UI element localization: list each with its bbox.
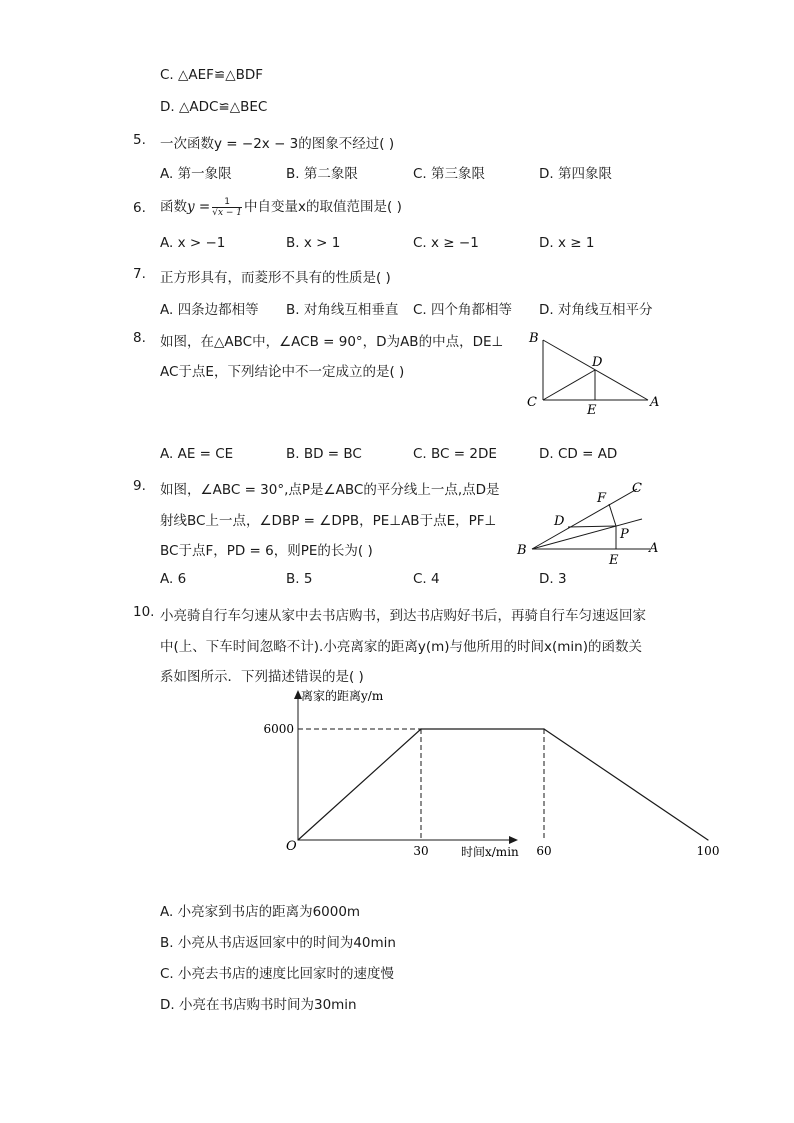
q10-chart	[260, 682, 720, 864]
q6-stem-after: 中自变量x的取值范围是( )	[244, 199, 402, 215]
q8-label-e: E	[587, 403, 597, 418]
q8-option-b: B. BD = BC	[286, 446, 362, 462]
q8-label-a: A	[650, 395, 660, 410]
q9-label-p: P	[620, 527, 629, 542]
q7-option-c: C. 四个角都相等	[413, 302, 513, 318]
data-point	[420, 728, 421, 729]
q7-option-d: D. 对角线互相平分	[539, 302, 653, 318]
q10-stem-line3: 系如图所示．下列描述错误的是( )	[160, 669, 364, 685]
origin-label: O	[286, 839, 297, 854]
y-tick-label: 6000	[263, 722, 294, 736]
q10-stem-line1: 小亮骑自行车匀速从家中去书店购书，到达书店购好书后，再骑自行车匀速返回家	[160, 608, 646, 624]
data-point	[297, 839, 298, 840]
q6-frac-num: 1	[224, 196, 230, 207]
q5-option-d: D. 第四象限	[539, 166, 612, 182]
q8-label-c: C	[527, 395, 537, 410]
q9-option-d: D. 3	[539, 571, 567, 587]
q6-option-b: B. x > 1	[286, 235, 341, 251]
q9-stem-line1: 如图，∠ABC = 30°,点P是∠ABC的平分线上一点,点D是	[160, 482, 500, 498]
q10-option-b: B. 小亮从书店返回家中的时间为40min	[160, 935, 396, 951]
q10-stem-line2: 中(上、下车时间忽略不计).小亮离家的距离y(m)与他所用的时间x(min)的函数关	[160, 639, 642, 655]
distance-line	[298, 729, 708, 840]
q8-stem-line2: AC于点E，下列结论中不一定成立的是( )	[160, 364, 405, 380]
q9-figure	[512, 476, 667, 568]
q9-label-d: D	[554, 514, 565, 529]
q9-label-a: A	[649, 541, 659, 556]
q9-label-c: C	[632, 481, 642, 496]
data-point	[707, 839, 708, 840]
q9-label-e: E	[609, 553, 619, 568]
q9-stem-line2: 射线BC上一点，∠DBP = ∠DPB，PE⊥AB于点E，PF⊥	[160, 513, 497, 529]
q6-option-a: A. x > −1	[160, 235, 226, 251]
q6-frac-den: √x − 1	[212, 207, 243, 218]
q6-number: 6.	[133, 200, 146, 216]
q4-option-d: D. △ADC≌△BEC	[160, 99, 268, 115]
q6-stem-y: y =	[187, 199, 211, 215]
x-axis-title: 时间x/min	[461, 845, 519, 859]
q10-option-a: A. 小亮家到书店的距离为6000m	[160, 904, 361, 920]
q9-number: 9.	[133, 478, 146, 494]
q5-option-b: B. 第二象限	[286, 166, 358, 182]
q6-stem-before: 函数	[160, 199, 187, 215]
q9-label-b: B	[517, 543, 527, 558]
q8-stem-line1: 如图，在△ABC中，∠ACB = 90°，D为AB的中点，DE⊥	[160, 334, 504, 350]
q7-number: 7.	[133, 266, 146, 282]
x-tick-label: 60	[536, 844, 552, 858]
data-point	[543, 728, 544, 729]
q6-stem	[160, 192, 402, 222]
q5-stem: 一次函数y = −2x − 3的图象不经过( )	[160, 136, 395, 152]
q8-number: 8.	[133, 330, 146, 346]
q9-option-b: B. 5	[286, 571, 313, 587]
q9-option-a: A. 6	[160, 571, 187, 587]
y-axis-title: 离家的距离y/m	[301, 689, 384, 703]
q9-label-f: F	[597, 491, 607, 506]
q4-option-c: C. △AEF≌△BDF	[160, 67, 264, 83]
q7-stem: 正方形具有，而菱形不具有的性质是( )	[160, 270, 391, 286]
q8-figure	[520, 328, 665, 416]
q10-option-d: D. 小亮在书店购书时间为30min	[160, 997, 357, 1013]
q10-option-c: C. 小亮去书店的速度比回家时的速度慢	[160, 966, 395, 982]
q6-option-d: D. x ≥ 1	[539, 235, 595, 251]
x-tick-label: 30	[413, 844, 429, 858]
q9-stem-line3: BC于点F，PD = 6，则PE的长为( )	[160, 543, 373, 559]
q5-option-c: C. 第三象限	[413, 166, 486, 182]
q8-option-c: C. BC = 2DE	[413, 446, 497, 462]
q5-option-a: A. 第一象限	[160, 166, 232, 182]
q8-option-d: D. CD = AD	[539, 446, 618, 462]
q8-option-a: A. AE = CE	[160, 446, 234, 462]
q7-option-a: A. 四条边都相等	[160, 302, 259, 318]
q6-fraction	[212, 197, 242, 218]
q9-option-c: C. 4	[413, 571, 440, 587]
q8-label-b: B	[529, 331, 539, 346]
q5-number: 5.	[133, 132, 146, 148]
q10-number: 10.	[133, 604, 155, 620]
x-axis-arrow	[509, 836, 518, 844]
q6-option-c: C. x ≥ −1	[413, 235, 479, 251]
q7-option-b: B. 对角线互相垂直	[286, 302, 399, 318]
x-tick-label: 100	[696, 844, 720, 858]
q8-label-d: D	[592, 355, 603, 370]
